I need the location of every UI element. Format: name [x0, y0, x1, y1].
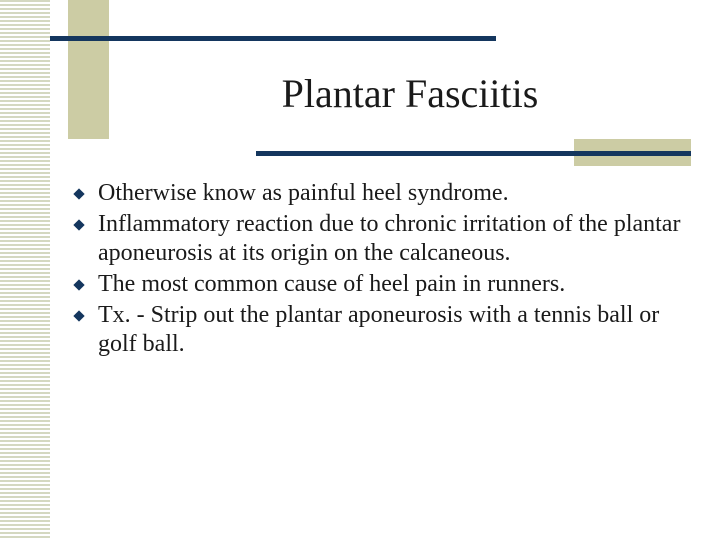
title-rule-top	[50, 36, 496, 41]
bullet-list	[72, 179, 682, 361]
diamond-bullet-icon	[73, 310, 84, 321]
decorative-block-left	[68, 0, 109, 139]
slide-title: Plantar Fasciitis	[281, 71, 539, 116]
bullet-item	[72, 270, 682, 299]
bullet-item	[72, 179, 682, 208]
diamond-bullet-icon	[73, 188, 84, 199]
title-rule-bottom	[256, 151, 691, 156]
bullet-text: The most common cause of heel pain in runners.	[98, 271, 566, 297]
bullet-text: Tx. - Strip out the plantar aponeurosis with a tennis ball or golf ball.	[98, 302, 660, 357]
bullet-text: Otherwise know as painful heel syndrome.	[98, 180, 509, 206]
diamond-bullet-icon	[73, 219, 84, 230]
decorative-stripes	[0, 0, 50, 540]
bullet-item	[72, 301, 682, 359]
diamond-bullet-icon	[73, 279, 84, 290]
bullet-text: Inflammatory reaction due to chronic irritation of the plantar aponeurosis at its origin on the calcaneous.	[98, 211, 681, 266]
bullet-item	[72, 210, 682, 268]
